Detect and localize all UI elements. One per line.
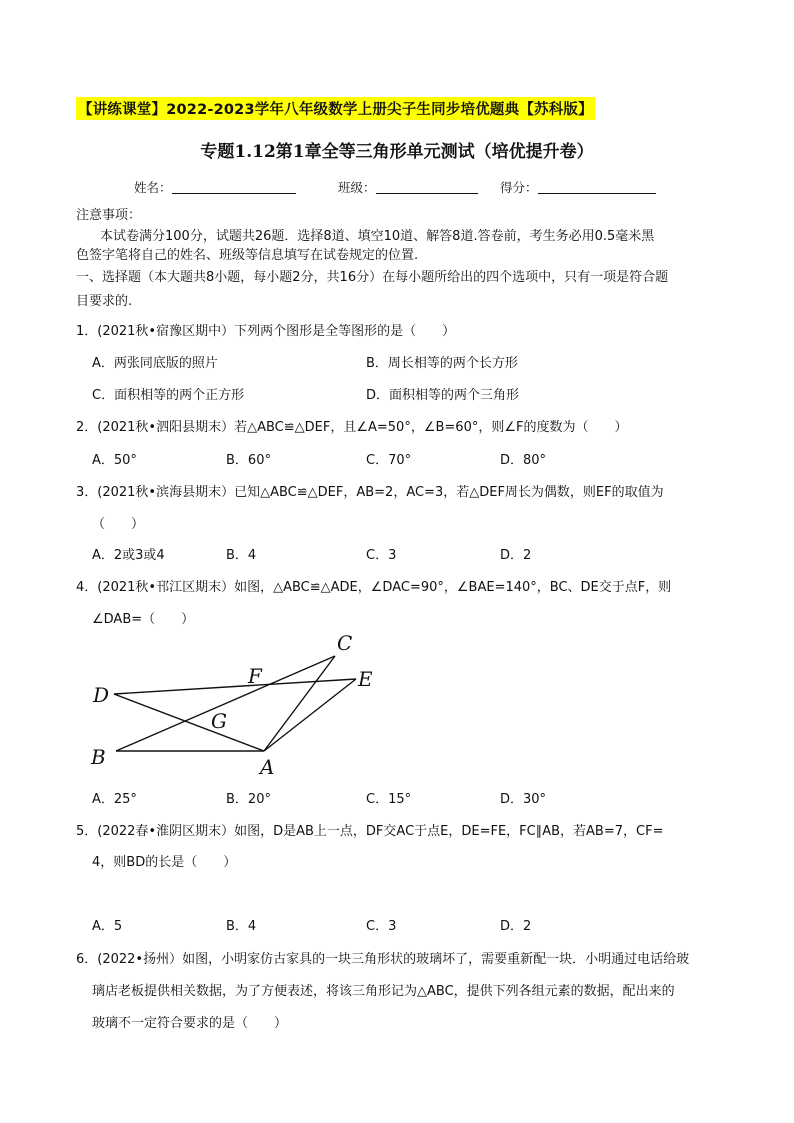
question-4-option-b: B．20° <box>226 792 271 807</box>
figure-label-c: C <box>337 631 353 655</box>
question-3-option-b: B．4 <box>226 548 257 563</box>
score-field <box>500 178 656 196</box>
question-4-option-d: D．30° <box>500 792 547 807</box>
score-blank <box>538 180 656 194</box>
figure-label-b: B <box>91 745 106 769</box>
name-label: 姓名： <box>134 180 172 195</box>
class-field <box>338 178 478 196</box>
question-3-option-a: A．2或3或4 <box>92 548 165 563</box>
score-label: 得分： <box>500 180 538 195</box>
question-5-option-c: C．3 <box>366 919 397 934</box>
name-blank <box>172 180 296 194</box>
question-1-option-c: C．面积相等的两个正方形 <box>92 388 245 403</box>
question-4-figure <box>84 628 384 780</box>
question-5-stem-2: 4，则BD的长是（ ） <box>92 855 237 870</box>
class-label: 班级： <box>338 180 376 195</box>
section-heading-line-2: 目要求的. <box>76 294 133 309</box>
question-2-option-b: B．60° <box>226 453 271 468</box>
segment-de <box>114 679 356 694</box>
question-5-stem: 5．(2022春•淮阴区期末）如图，D是AB上一点，DF交AC于点E，DE=FE，FC∥AB，若AB=7，CF= <box>76 824 664 839</box>
question-5-option-b: B．4 <box>226 919 257 934</box>
name-field <box>134 178 296 196</box>
question-1-option-d: D．面积相等的两个三角形 <box>366 388 520 403</box>
page-title: 专题1.12第1章全等三角形单元测试（培优提升卷） <box>200 142 594 162</box>
question-3-option-d: D．2 <box>500 548 532 563</box>
figure-label-e: E <box>358 667 373 691</box>
question-1-option-b: B．周长相等的两个长方形 <box>366 356 518 371</box>
series-banner: 【讲练课堂】2022-2023学年八年级数学上册尖子生同步培优题典【苏科版】 <box>76 97 595 120</box>
question-6-stem: 6．(2022•扬州）如图，小明家仿古家具的一块三角形状的玻璃坏了，需要重新配一块．小明通过电话给玻 <box>76 952 690 967</box>
figure-label-f: F <box>248 664 262 688</box>
figure-label-a: A <box>260 755 275 779</box>
notes-line-1: 本试卷满分100分，试题共26题．选择8道、填空10道、解答8道.答卷前，考生务必用0.5毫米黑 <box>100 229 655 244</box>
notes-heading: 注意事项： <box>76 208 142 223</box>
question-1-stem: 1．(2021秋•宿豫区期中）下列两个图形是全等图形的是（ ） <box>76 324 456 339</box>
question-2-option-c: C．70° <box>366 453 412 468</box>
figure-label-g: G <box>211 709 227 733</box>
question-4-option-c: C．15° <box>366 792 412 807</box>
question-5-option-a: A．5 <box>92 919 123 934</box>
question-6-stem-2: 璃店老板提供相关数据，为了方便表述，将该三角形记为△ABC，提供下列各组元素的数据，配出来的 <box>92 984 675 999</box>
question-5-option-d: D．2 <box>500 919 532 934</box>
notes-line-2: 色签字笔将自己的姓名、班级等信息填写在试卷规定的位置. <box>76 248 419 263</box>
question-3-stem: 3．(2021秋•滨海县期末）已知△ABC≌△DEF，AB=2，AC=3，若△DEF周长为偶数，则EF的取值为 <box>76 485 664 500</box>
question-3-option-c: C．3 <box>366 548 397 563</box>
question-2-option-d: D．80° <box>500 453 547 468</box>
question-4-stem: 4．(2021秋•邗江区期末）如图，△ABC≌△ADE，∠DAC=90°，∠BAE=140°，BC、DE交于点F，则 <box>76 580 672 595</box>
question-3-stem-2: （ ） <box>92 517 145 532</box>
question-4-stem-2: ∠DAB=（ ） <box>92 612 195 627</box>
question-6-stem-3: 玻璃不一定符合要求的是（ ） <box>92 1016 288 1031</box>
question-2-stem: 2．(2021秋•泗阳县期末）若△ABC≌△DEF，且∠A=50°，∠B=60°，则∠F的度数为（ ） <box>76 420 628 435</box>
question-2-option-a: A．50° <box>92 453 137 468</box>
question-1-option-a: A．两张同底版的照片 <box>92 356 218 371</box>
section-heading-line-1: 一、选择题（本大题共8小题，每小题2分，共16分）在每小题所给出的四个选项中，只有一项是符合题 <box>76 270 669 285</box>
figure-label-d: D <box>93 683 110 707</box>
question-4-option-a: A．25° <box>92 792 137 807</box>
class-blank <box>376 180 478 194</box>
